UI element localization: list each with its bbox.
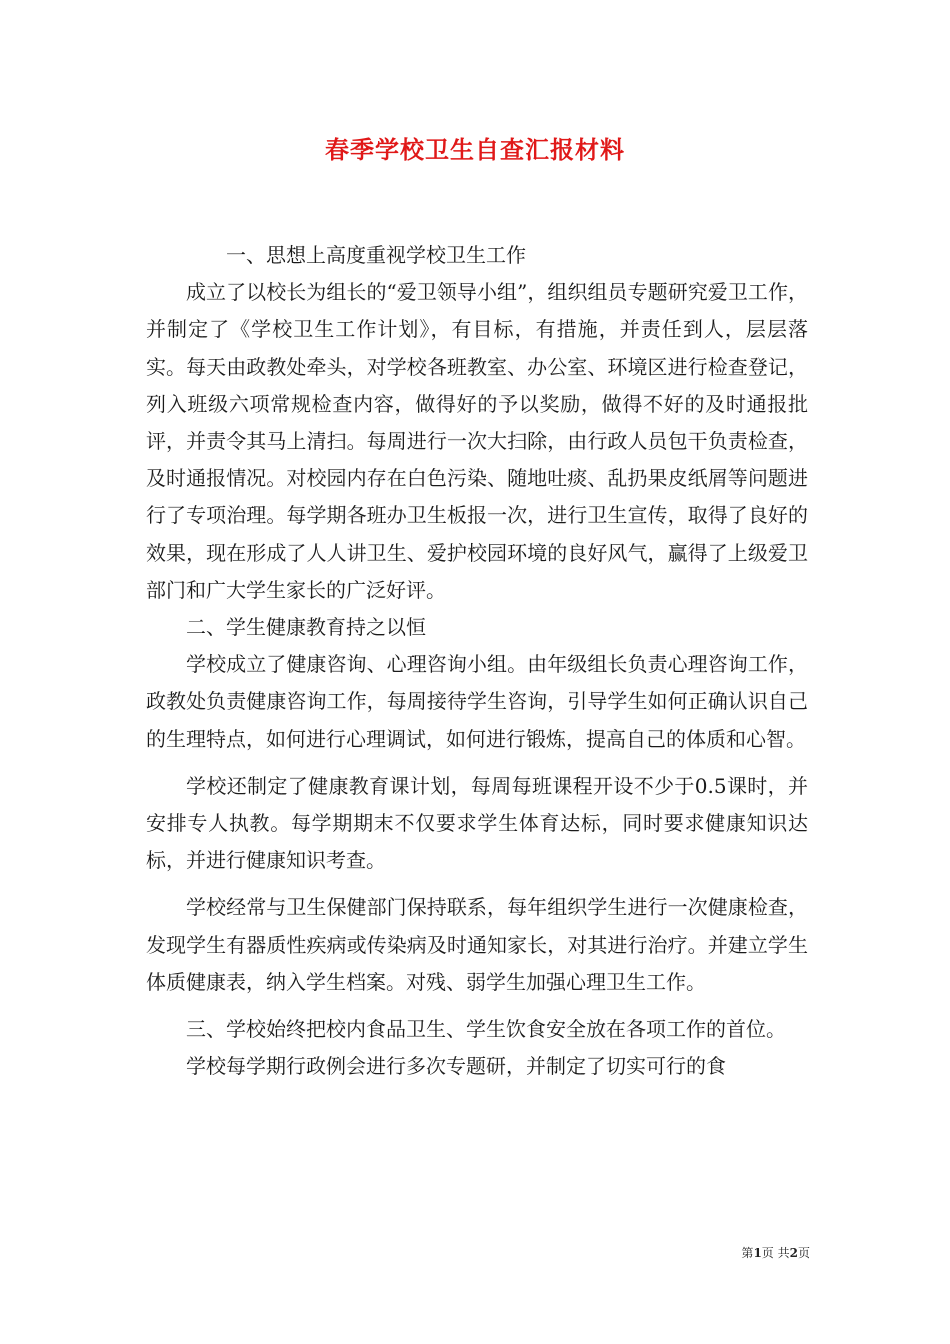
footer-middle: 页 共 bbox=[761, 1246, 790, 1260]
total-page-count: 2 bbox=[789, 1246, 798, 1260]
paragraph: 成立了以校长为组长的“爱卫领导小组”，组织组员专题研究爱卫工作，并制定了《学校卫生工作计划》，有目标，有措施，并责任到人，层层落实。每天由政教处牵头，对学校各班教室、办公室、环境区进行检查登记，列入班级六项常规检查内容，做得好的予以奖励，做得不好的及时通报批评，并责令其马上清扫。每周进行一次大扫除，由行政人员包干负责检查，及时通报情况。对校园内存在白色污染、随地吐痰、乱扔果皮纸屑等问题进行了专项治理。每学期各班办卫生板报一次，进行卫生宣传，取得了良好的效果，现在形成了人人讲卫生、爱护校园环境的良好风气，赢得了上级爱卫部门和广大学生家长的广泛好评。 bbox=[146, 280, 808, 602]
paragraph: 学校每学期行政例会进行多次专题研，并制定了切实可行的食 bbox=[186, 1054, 726, 1079]
document-title: 春季学校卫生自查汇报材料 bbox=[325, 135, 625, 164]
paragraph: 学校经常与卫生保健部门保持联系，每年组织学生进行一次健康检查，发现学生有器质性疾病或传染病及时通知家长，对其进行治疗。并建立学生体质健康表，纳入学生档案。对残、弱学生加强心理卫生工作。 bbox=[146, 895, 808, 994]
footer-prefix: 第 bbox=[741, 1246, 754, 1260]
paragraph: 学校还制定了健康教育课计划，每周每班课程开设不少于0.5课时，并安排专人执教。每学期期末不仅要求学生体育达标，同时要求健康知识达标，并进行健康知识考查。 bbox=[146, 773, 808, 873]
section-heading-1: 一、思想上高度重视学校卫生工作 bbox=[226, 243, 526, 267]
section-heading-2: 二、学生健康教育持之以恒 bbox=[186, 615, 426, 640]
current-page-number: 1 bbox=[753, 1246, 762, 1260]
footer-suffix: 页 bbox=[797, 1246, 810, 1260]
paragraph: 学校成立了健康咨询、心理咨询小组。由年级组长负责心理咨询工作，政教处负责健康咨询工作，每周接待学生咨询，引导学生如何正确认识自己的生理特点，如何进行心理调试，如何进行锻炼，提高自己的体质和心智。 bbox=[146, 652, 808, 751]
section-heading-3: 三、学校始终把校内食品卫生、学生饮食安全放在各项工作的首位。 bbox=[186, 1017, 786, 1042]
page-number-footer bbox=[680, 1244, 810, 1262]
document-body bbox=[146, 237, 808, 1085]
